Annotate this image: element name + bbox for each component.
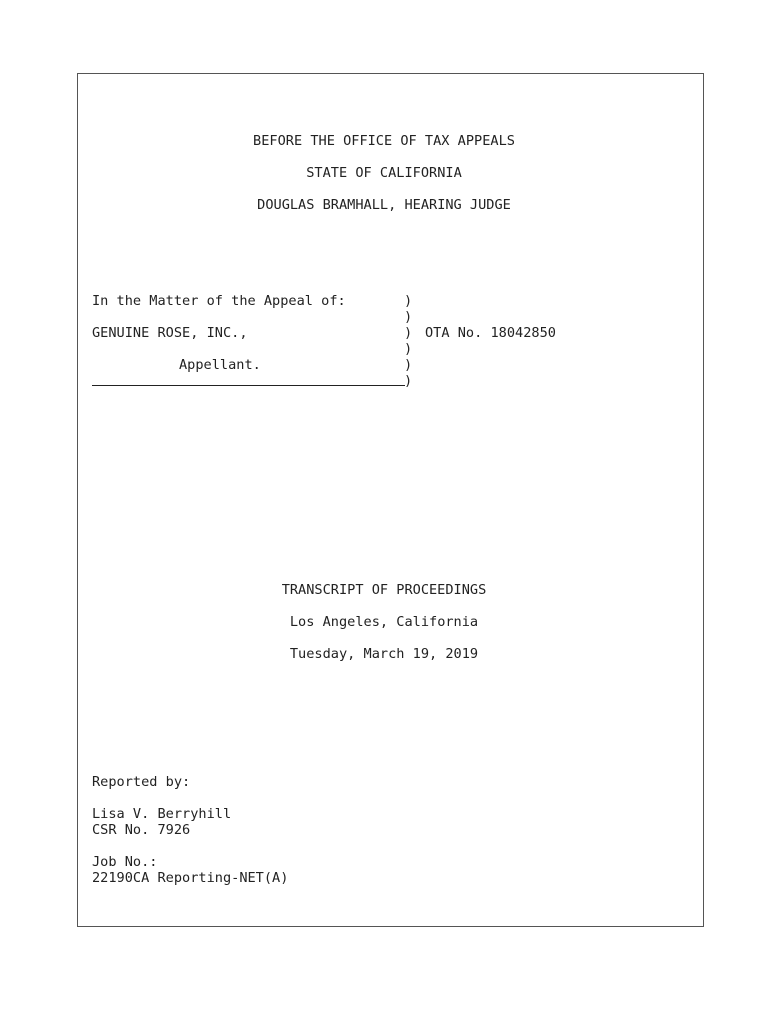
reported-by-label: Reported by: (92, 774, 191, 790)
caption-paren: ) (404, 309, 413, 325)
caption-paren: ) (404, 325, 413, 341)
job-number-value: 22190CA Reporting-NET(A) (92, 870, 289, 886)
job-number-label: Job No.: (92, 854, 158, 870)
reporter-name: Lisa V. Berryhill (92, 806, 232, 822)
location: Los Angeles, California (289, 614, 479, 630)
judge-heading: DOUGLAS BRAMHALL, HEARING JUDGE (257, 197, 511, 213)
ota-case-number: OTA No. 18042850 (425, 325, 556, 341)
caption-rule (92, 385, 405, 386)
caption-paren: ) (404, 293, 413, 309)
caption-paren: ) (404, 341, 413, 357)
csr-number: CSR No. 7926 (92, 822, 191, 838)
party-name: GENUINE ROSE, INC., (92, 325, 248, 341)
state-heading: STATE OF CALIFORNIA (306, 165, 462, 181)
transcript-title: TRANSCRIPT OF PROCEEDINGS (281, 582, 487, 598)
caption-paren: ) (404, 373, 413, 389)
caption-paren: ) (404, 357, 413, 373)
hearing-date: Tuesday, March 19, 2019 (289, 646, 479, 662)
matter-label: In the Matter of the Appeal of: (92, 293, 346, 309)
appellant-label: Appellant. (179, 357, 261, 373)
office-heading: BEFORE THE OFFICE OF TAX APPEALS (253, 133, 515, 149)
